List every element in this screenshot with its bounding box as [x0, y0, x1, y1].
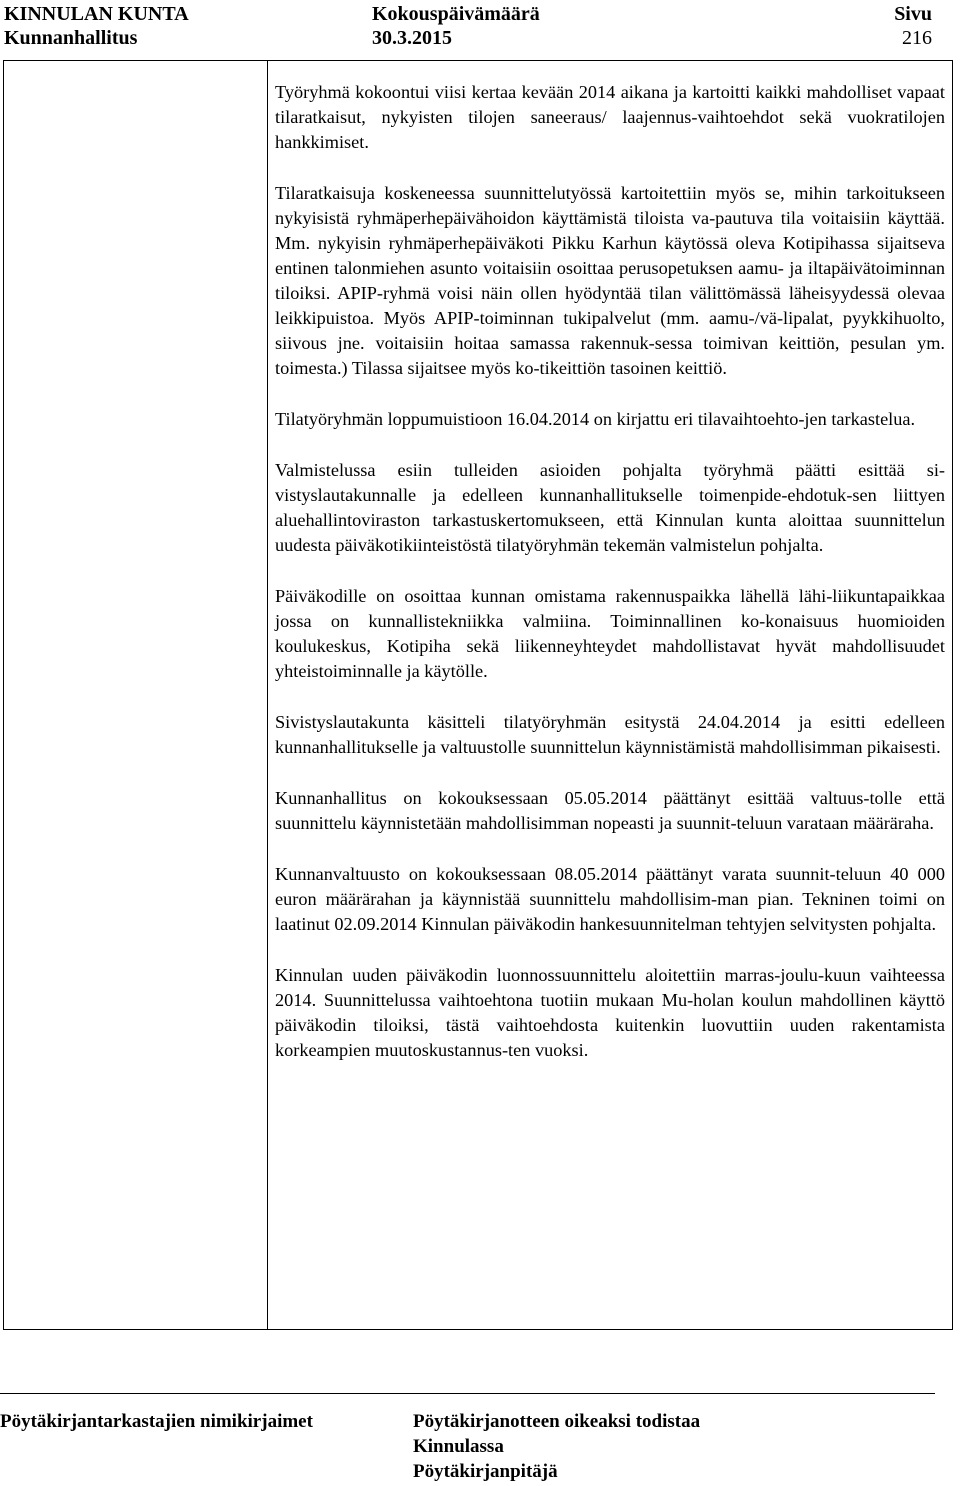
header-right [894, 2, 932, 50]
certification-role: Pöytäkirjanpitäjä [413, 1461, 558, 1482]
governing-body: Kunnanhallitus [4, 27, 138, 49]
paragraph: Kunnanvaltuusto on kokouksessaan 08.05.2014 päättänyt varata suunnit-teluun 40 000 euron määrärahan ja käynnistää suunnittelu mahdollisim-man pian. Tekninen toimi on laatinut 02.09.2014 Kinnulan päiväkodin hankesuunnitelman tehtyjen selvitysten pohjalta. [275, 864, 945, 934]
paragraph: Päiväkodille on osoittaa kunnan omistama rakennuspaikka lähellä lähi-liikuntapaikkaa jossa on kunnallistekniikka valmiina. Toiminnallinen ko-konaisuus huomioiden koulukeskus, Kotipiha sekä liikenneyhteydet mahdollistavat hyvät mahdollisuudet yhteistoiminnalle ja käytölle. [275, 586, 945, 681]
header-left [4, 2, 189, 50]
paragraph: Tilatyöryhmän loppumuistioon 16.04.2014 on kirjattu eri tilavaihtoehto-jen tarkastelua. [275, 409, 916, 429]
paragraph: Valmistelussa esiin tulleiden asioiden pohjalta työryhmä päätti esittää si-vistyslautakunnalle ja edelleen kunnanhallitukselle toimenpide-ehdotuk-sen liittyen aluehallintoviraston tarkastuskertomukseen, että Kinnulan kunta aloittaa suunnittelun uudesta päiväkotikiinteistöstä tilatyöryhmän tekemän valmistelun pohjalta. [275, 460, 945, 555]
footer-initials-label: Pöytäkirjantarkastajien nimikirjaimet [0, 1411, 313, 1432]
paragraph: Tilaratkaisuja koskeneessa suunnittelutyössä kartoitettiin myös se, mihin tarkoitukseen nykyisistä ryhmäperhepäivähoidon käyttämistä tiloista va-pautuva tila voitaisiin käyttää. Mm. nykyisin ryhmäperhepäiväkoti Pikku Karhun käytössä oleva Kotipihassa sijaitseva entinen talonmiehen asunto voitaisiin osoittaa perusopetuksen aamu- ja iltapäivätoiminnan tiloiksi. APIP-ryhmä voisi näin ollen hyödyntää tilan välittömässä läheisyydessä olevaa leikkipuistoa. Myös APIP-toiminnan tukipalvelut (mm. aamu-/vä-lipalat, pyykkihuolto, siivous jne. voitaisiin hoitaa samassa rakennuk-sessa toimivan keittiön, pesulan ym. toimesta.) Tilassa sijaitsee myös ko-tikeittiön tasoinen keittiö. [275, 183, 945, 378]
document-body [275, 80, 945, 1089]
certification-label: Pöytäkirjanotteen oikeaksi todistaa [413, 1411, 701, 1432]
page-number: 216 [902, 27, 932, 49]
header-middle [372, 2, 540, 50]
paragraph: Kinnulan uuden päiväkodin luonnossuunnittelu aloitettiin marras-joulu-kuun vaihteessa 2014. Suunnittelussa vaihtoehtona tuotiin mukaan Mu-holan koulun mahdollinen käyttö päiväkodin tiloiksi, tästä vaihtoehdosta kuitenkin luovuttiin uuden rakentamista korkeampien muutoskustannus-ten vuoksi. [275, 965, 945, 1060]
paragraph: Työryhmä kokoontui viisi kertaa kevään 2014 aikana ja kartoitti kaikki mahdolliset vapaat tilaratkaisut, nykyisten tilojen saneeraus/ laajennus-vaihtoehdot sekä vuokratilojen hankkimiset. [275, 82, 945, 152]
footer-certification [413, 1409, 700, 1484]
paragraph: Sivistyslautakunta käsitteli tilatyöryhmän esitystä 24.04.2014 ja esitti edelleen kunnanhallitukselle ja valtuustolle suunnittelun käynnistämistä mahdollisimman pikaisesti. [275, 712, 945, 757]
page-label: Sivu [894, 3, 932, 25]
municipality-name: KINNULAN KUNTA [4, 3, 189, 25]
column-divider [267, 61, 268, 1329]
footer-divider [0, 1393, 935, 1394]
certification-place: Kinnulassa [413, 1436, 504, 1457]
meeting-date: 30.3.2015 [372, 27, 452, 49]
meeting-date-label: Kokouspäivämäärä [372, 3, 540, 25]
paragraph: Kunnanhallitus on kokouksessaan 05.05.2014 päättänyt esittää valtuus-tolle että suunnittelu käynnistetään mahdollisimman nopeasti ja suunnit-teluun varataan määräraha. [275, 788, 945, 833]
